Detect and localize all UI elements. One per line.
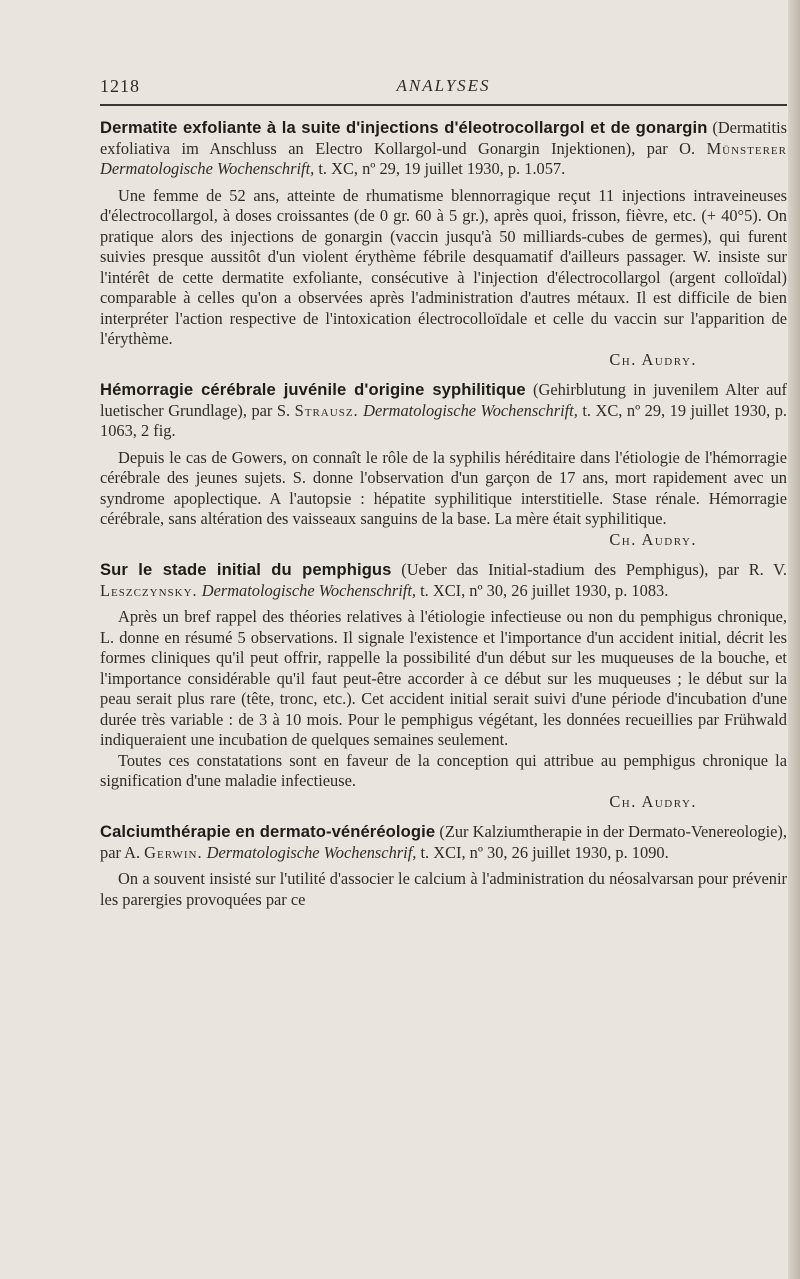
article-author: Strausz. [294, 400, 359, 420]
article-citation: t. XC, nº 29, 19 juillet 1930, p. 1.057. [318, 159, 566, 178]
article-signature: Ch. Audry. [609, 791, 697, 811]
article-original-title: (Gehirblutung in juvenilem Alter auf luetischer Grundlage), par S. [100, 380, 787, 420]
article-journal: Dermatologische Wochenschrift, [100, 159, 315, 178]
article-heading [100, 822, 787, 863]
article-heading [100, 118, 787, 180]
article-paragraph: On a souvent insisté sur l'utilité d'associer le calcium à l'administration du néosalvarsan pour prévenir les parergies provoquées par ce [100, 869, 787, 909]
article-original-title: (Ueber das Initial-stadium des Pemphigus), par R. V. [401, 560, 787, 579]
page-header [100, 76, 787, 106]
article-signature: Ch. Audry. [609, 529, 697, 549]
running-title: ANALYSES [396, 76, 491, 95]
article-paragraph: Une femme de 52 ans, atteinte de rhumatisme blennorragique reçut 11 injections intraveineuses d'électrocollargol, à doses croissantes (de 0 gr. 60 à 5 gr.), après quoi, frisson, fièvre, etc. (+ 40°5). On pratique alors des injections de gonargin (vaccin jusqu'à 50 milliards-cubes de germes), qui furent suivies presque aussitôt d'un violent érythème fébrile desquamatif d'ailleurs passager. W. insiste sur l'intérêt de cette dermatite exfoliante, consécutive à l'injection d'électrocollargol (argent colloïdal) comparable à celles qu'on a observées après l'administration d'autres métaux. Il est difficile de bien interpréter l'action respective de l'intoxication électrocolloïdale et celle du vaccin sur l'apparition de l'érythème. [100, 185, 787, 348]
article-author: Gerwin. [144, 842, 203, 862]
article-list [100, 118, 787, 910]
article-title: Dermatite exfoliante à la suite d'injections d'éleotrocollargol et de gonargin [100, 118, 708, 137]
article-author: Leszczynsky. [100, 580, 198, 600]
article [100, 560, 787, 812]
article-paragraph: Depuis le cas de Gowers, on connaît le rôle de la syphilis héréditaire dans l'étiologie de l'hémorragie cérébrale des jeunes sujets. S. donne l'observation d'un garçon de 17 ans, mort rapidement avec un syndrome apoplectique. A l'autopsie : hépatite syphilitique interstitielle. Stase rénale. Hémorragie cérébrale, sans altération des vaisseaux sanguins de la base. La mère était syphilitique. [100, 447, 787, 528]
article [100, 380, 787, 550]
article-title: Sur le stade initial du pemphigus [100, 560, 392, 579]
article [100, 118, 787, 370]
article-original-title: (Zur Kalziumtherapie in der Dermato-Venereologie), par A. [100, 822, 787, 862]
article-citation: t. XCI, nº 30, 26 juillet 1930, p. 1090. [420, 842, 669, 862]
article-heading [100, 380, 787, 442]
page-edge-shadow [788, 0, 800, 1279]
article-paragraph: Après un bref rappel des théories relatives à l'étiologie infectieuse ou non du pemphigus chronique, L. donne en résumé 5 observations. Il signale l'existence et l'importance d'un accident initial, décrit les formes cliniques qu'il peut offrir, rappelle la possibilité d'un début sur les muqueuses de la bouche, et l'importance considérable qu'il faut peut-être accorder à ce début sur les muqueuses ; le début sur la peau serait plus rare (tête, tronc, etc.). Cet accident initial serait suivi d'une période d'incubation d'une durée très variable : de 3 à 10 mois. Pour le pemphigus végétant, les données recueillies par Frühwald indiqueraient une incubation de quelques semaines seulement. [100, 607, 787, 749]
article-journal: Dermatologische Wochenschrift, [363, 400, 578, 420]
article-title: Hémorragie cérébrale juvénile d'origine syphilitique [100, 380, 526, 399]
article-journal: Dermatologische Wochenschrift, [201, 580, 416, 600]
article-heading [100, 560, 787, 601]
article-title: Calciumthérapie en dermato-vénéréologie [100, 822, 436, 841]
article-journal: Dermatologische Wochenschrif, [206, 842, 417, 862]
header-rule [100, 104, 787, 106]
article-author: Münsterer [706, 138, 787, 158]
article-paragraph: Toutes ces constatations sont en faveur de la conception qui attribue au pemphigus chronique la signification d'une maladie infectieuse. [100, 750, 787, 790]
article-signature: Ch. Audry. [609, 349, 697, 369]
article-citation: t. XCI, nº 30, 26 juillet 1930, p. 1083. [420, 580, 669, 600]
article-original-title: (Dermatitis exfoliativa im Anschluss an Electro Kollargol-und Gonargin Injektionen), par O. [100, 118, 788, 158]
article-citation: t. XC, nº 29, 19 juillet 1930, p. 1063, 2 fig. [100, 400, 787, 440]
article [100, 822, 787, 910]
page-number: 1218 [100, 76, 140, 96]
